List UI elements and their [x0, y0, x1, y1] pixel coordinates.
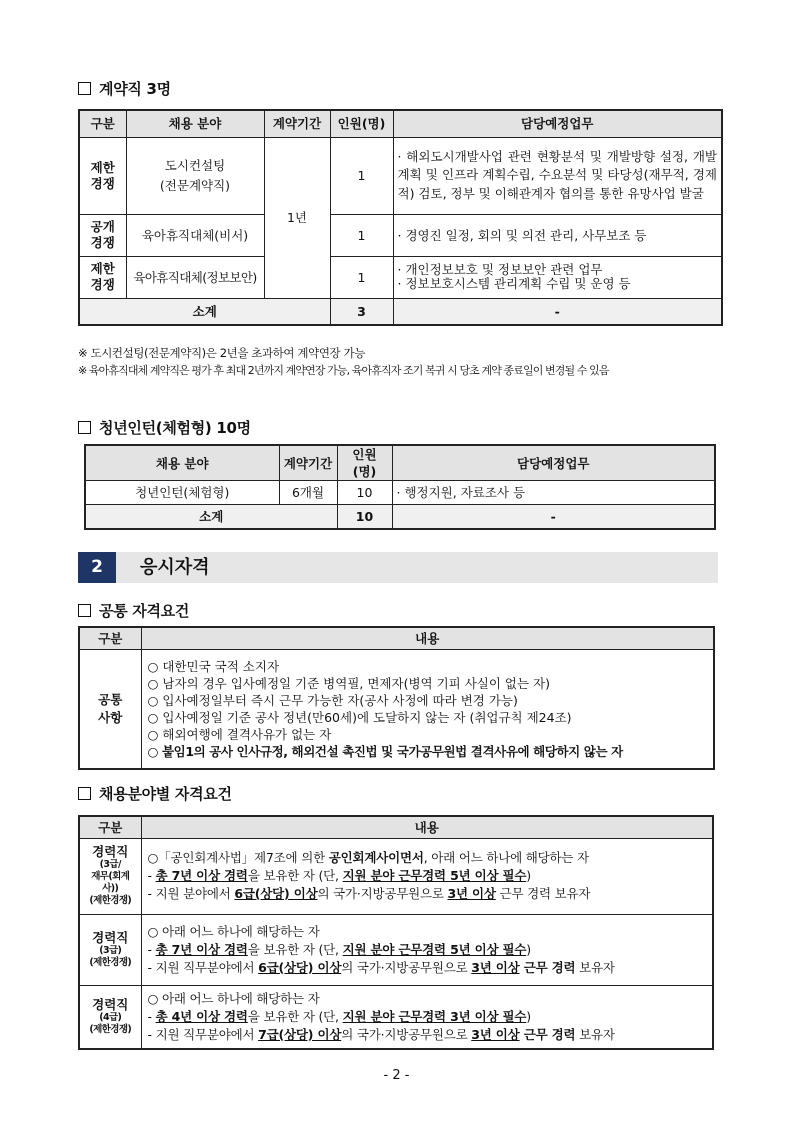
content-cell — [141, 838, 713, 914]
col-header-period: 계약기간 — [264, 110, 330, 137]
duty-cell: · 행정지원, 자료조사 등 — [392, 481, 715, 505]
col-header-type: 구분 — [79, 110, 126, 137]
req-line: - 지원 분야에서 6급(상당) 이상의 국가·지방공무원으로 3년 이상 근무 경력 보유자 — [147, 886, 591, 901]
table-row — [79, 985, 713, 1049]
content-cell — [141, 914, 713, 985]
section-title: 응시자격 — [140, 557, 210, 578]
field-req-heading: 채용분야별 자격요건 — [78, 783, 232, 804]
req-line: ○ 아래 어느 하나에 해당하는 자 — [147, 923, 320, 939]
checkbox-square-icon — [78, 787, 91, 800]
subtotal-count: 3 — [330, 298, 393, 325]
table-row — [79, 649, 714, 769]
subtotal-duty: - — [392, 505, 715, 529]
section-number: 2 — [78, 552, 116, 583]
duty-cell: · 경영진 일정, 회의 및 의전 관리, 사무보조 등 — [393, 214, 722, 256]
col-header-count: 인원(명) — [330, 110, 393, 137]
list-item: ○ 해외여행에 결격사유가 없는 자 — [148, 726, 708, 743]
col-header-count: 인원(명) — [337, 445, 392, 481]
col-header-field: 채용 분야 — [126, 110, 264, 137]
checkbox-square-icon — [78, 82, 91, 95]
common-req-heading: 공통 자격요건 — [78, 600, 189, 621]
field-cell: 도시컨설팅 (전문계약직) — [126, 137, 264, 214]
list-item: ○ 대한민국 국적 소지자 — [148, 658, 708, 675]
count-cell: 10 — [337, 481, 392, 505]
col-header-content: 내용 — [141, 627, 714, 649]
period-cell: 1년 — [264, 137, 330, 298]
subtotal-row — [85, 505, 715, 529]
col-header-field: 채용 분야 — [85, 445, 279, 481]
category-cell: 공통 사항 — [79, 649, 141, 769]
table-row — [79, 256, 722, 298]
contract-table — [78, 109, 723, 326]
note-line: ※ 도시컨설팅(전문계약직)은 2년을 초과하여 계약연장 가능 — [78, 346, 365, 360]
content-cell — [141, 985, 713, 1049]
type-cell: 제한 경쟁 — [79, 256, 126, 298]
checkbox-square-icon — [78, 604, 91, 617]
field-req-table — [78, 815, 714, 1050]
col-header-content: 내용 — [141, 816, 713, 838]
req-line: ○「공인회계사법」제7조에 의한 공인회계사이면서, 아래 어느 하나에 해당하는 자 — [147, 850, 589, 865]
duty-cell: · 개인정보보호 및 정보보안 관련 업무 · 정보보호시스템 관리계획 수립 및 운영 등 — [393, 256, 722, 298]
subtotal-label: 소계 — [79, 298, 330, 325]
table-row — [79, 214, 722, 256]
intern-table — [84, 444, 716, 530]
count-cell: 1 — [330, 137, 393, 214]
category-cell: 경력직 (3급/ 재무(회계사)) (제한경쟁) — [79, 838, 141, 914]
contract-heading: 계약직 3명 — [78, 78, 171, 99]
subtotal-row — [79, 298, 722, 325]
checkbox-square-icon — [78, 421, 91, 434]
page-number: - 2 - — [383, 1068, 410, 1083]
table-row — [79, 137, 722, 214]
subtotal-count: 10 — [337, 505, 392, 529]
col-header-duty: 담당예정업무 — [393, 110, 722, 137]
table-row — [79, 838, 713, 914]
list-item: ○ 남자의 경우 입사예정일 기준 병역필, 면제자(병역 기피 사실이 없는 자) — [148, 675, 708, 692]
col-header-duty: 담당예정업무 — [392, 445, 715, 481]
type-cell: 제한 경쟁 — [79, 137, 126, 214]
intern-heading: 청년인턴(체험형) 10명 — [78, 417, 251, 438]
list-item: ○ 붙임1의 공사 인사규정, 해외건설 촉진법 및 국가공무원법 결격사유에 해당하지 않는 자 — [148, 743, 708, 760]
req-line: - 총 7년 이상 경력을 보유한 자 (단, 지원 분야 근무경력 5년 이상 필수) — [147, 868, 531, 883]
period-cell: 6개월 — [279, 481, 337, 505]
table-row — [79, 914, 713, 985]
field-cell: 육아휴직대체(비서) — [126, 214, 264, 256]
req-line: ○ 아래 어느 하나에 해당하는 자 — [147, 990, 320, 1006]
req-line: - 지원 직무분야에서 6급(상당) 이상의 국가·지방공무원으로 3년 이상 근무 경력 보유자 — [147, 959, 615, 975]
duty-cell: · 해외도시개발사업 관련 현황분석 및 개발방향 설정, 개발계획 및 인프라 계획수립, 수요분석 및 타당성(재무적, 경제적) 검토, 정부 및 이해관계자 협의를 통한 유망사업 발굴 — [393, 137, 722, 214]
col-header-type: 구분 — [79, 816, 141, 838]
list-item: ○ 입사예정일부터 즉시 근무 가능한 자(공사 사정에 따라 변경 가능) — [148, 692, 708, 709]
count-cell: 1 — [330, 214, 393, 256]
category-cell: 경력직 (4급) (제한경쟁) — [79, 985, 141, 1049]
field-cell: 육아휴직대체(정보보안) — [126, 256, 264, 298]
note-line: ※ 육아휴직대체 계약직은 평가 후 최대 2년까지 계약연장 가능, 육아휴직자 조기 복귀 시 당초 계약 종료일이 변경될 수 있음 — [78, 364, 609, 377]
count-cell: 1 — [330, 256, 393, 298]
field-cell: 청년인턴(체험형) — [85, 481, 279, 505]
subtotal-duty: - — [393, 298, 722, 325]
category-cell: 경력직 (3급) (제한경쟁) — [79, 914, 141, 985]
content-cell — [141, 649, 714, 769]
type-cell: 공개 경쟁 — [79, 214, 126, 256]
list-item: ○ 입사예정일 기준 공사 정년(만60세)에 도달하지 않는 자 (취업규칙 제24조) — [148, 709, 708, 726]
section-banner — [78, 552, 718, 583]
table-row — [85, 481, 715, 505]
common-req-table — [78, 626, 715, 770]
col-header-period: 계약기간 — [279, 445, 337, 481]
req-line: - 총 7년 이상 경력을 보유한 자 (단, 지원 분야 근무경력 5년 이상 필수) — [147, 941, 531, 957]
subtotal-label: 소계 — [85, 505, 337, 529]
req-line: - 총 4년 이상 경력을 보유한 자 (단, 지원 분야 근무경력 3년 이상 필수) — [147, 1008, 531, 1024]
req-line: - 지원 직무분야에서 7급(상당) 이상의 국가·지방공무원으로 3년 이상 근무 경력 보유자 — [147, 1026, 615, 1042]
col-header-type: 구분 — [79, 627, 141, 649]
